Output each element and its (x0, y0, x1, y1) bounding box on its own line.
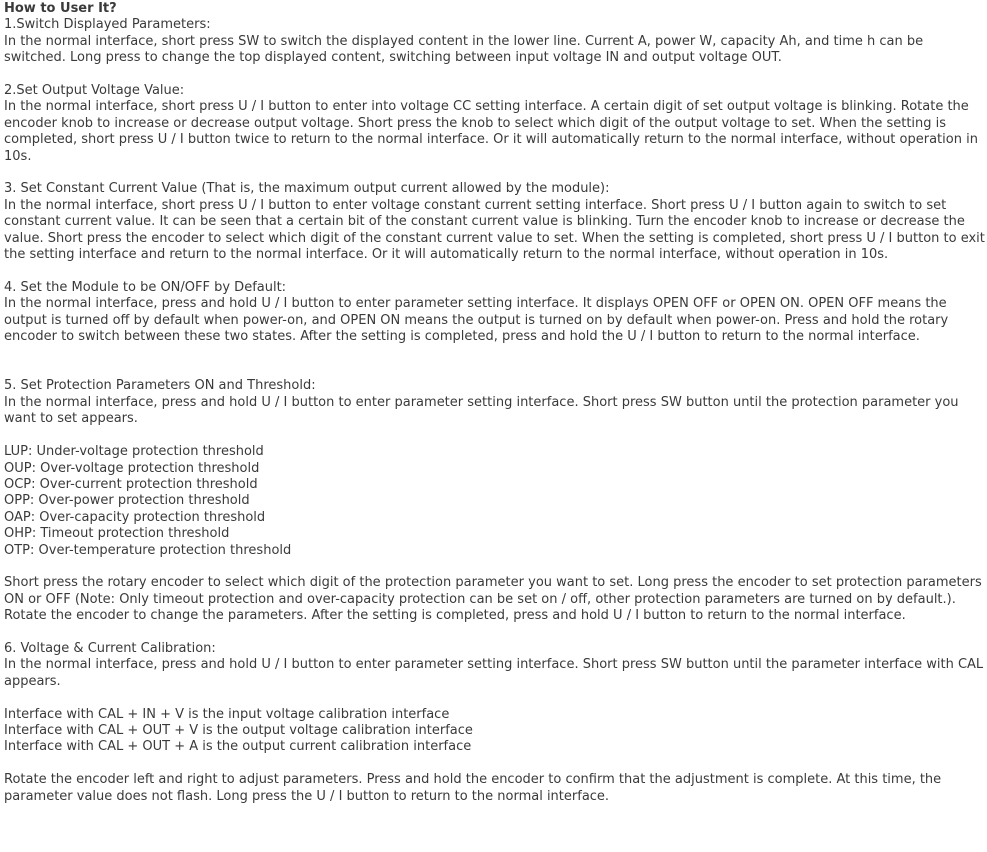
section-6-body2: Rotate the encoder left and right to adjust parameters. Press and hold the encoder to confirm that the adjustment is complete. At this time, the parameter value does not flash. Long press the U / I button to return to the normal interface. (4, 772, 942, 804)
list-item: OTP: Over-temperature protection threshold (4, 542, 292, 558)
list-item: OHP: Timeout protection threshold (4, 526, 230, 542)
list-item: OPP: Over-power protection threshold (4, 493, 250, 509)
calibration-interface-list (4, 707, 985, 756)
document-title: How to User It? (4, 1, 117, 16)
list-item: Interface with CAL + OUT + A is the output current calibration interface (4, 739, 472, 755)
section-5-body2: Short press the rotary encoder to select which digit of the protection parameter you want to set. Long press the encoder to set protection parameters ON or OFF (Note: Only timeout protection and over-capacity protection can be set on / off, other protection parameters are turned on by default.). Rotate the encoder to change the parameters. After the setting is completed, press and hold U / I button to return to the normal interface. (4, 575, 982, 624)
section-2-heading: 2.Set Output Voltage Value: (4, 83, 185, 99)
section-1-heading: 1.Switch Displayed Parameters: (4, 17, 211, 33)
section-4-heading: 4. Set the Module to be ON/OFF by Default: (4, 279, 287, 295)
section-module-on-off-default (4, 280, 985, 346)
section-switch-displayed-parameters (4, 17, 985, 66)
protection-threshold-list (4, 444, 985, 559)
list-item: Interface with CAL + OUT + V is the output voltage calibration interface (4, 722, 473, 738)
list-item: Interface with CAL + IN + V is the input voltage calibration interface (4, 706, 450, 722)
section-5-heading: 5. Set Protection Parameters ON and Threshold: (4, 378, 316, 394)
section-5-body: In the normal interface, press and hold U / I button to enter parameter setting interface. Short press SW button until the protection parameter you want to set appears. (4, 394, 959, 427)
section-protection-parameters (4, 378, 985, 624)
section-2-body: In the normal interface, short press U / I button to enter into voltage CC setting interface. A certain digit of set output voltage is blinking. Rotate the encoder knob to increase or decrease output voltage. Short press the knob to select which digit of the output voltage to set. When the setting is completed, short press U / I button twice to return to the normal interface. Or it will automatically return to the normal interface, without operation in 10s. (4, 99, 978, 164)
section-4-body: In the normal interface, press and hold U / I button to enter parameter setting interface. It displays OPEN OFF or OPEN ON. OPEN OFF means the output is turned off by default when power-on, and OPEN ON means the output is turned on by default when power-on. Press and hold the rotary encoder to switch between these two states. After the setting is completed, press and hold the U / I button to return to the normal interface. (4, 296, 949, 345)
section-set-constant-current (4, 181, 985, 263)
section-6-body: In the normal interface, press and hold U / I button to enter parameter setting interface. Short press SW button until the parameter interface with CAL appears. (4, 657, 984, 689)
section-voltage-current-calibration (4, 641, 985, 805)
section-3-heading: 3. Set Constant Current Value (That is, the maximum output current allowed by the module): (4, 181, 610, 197)
section-1-body: In the normal interface, short press SW to switch the displayed content in the lower line. Current A, power W, capacity Ah, and time h can be switched. Long press to change the top displayed content, switching between input voltage IN and output voltage OUT. (4, 33, 924, 66)
list-item: OAP: Over-capacity protection threshold (4, 509, 266, 525)
section-3-body: In the normal interface, short press U / I button to enter voltage constant current setting interface. Short press U / I button again to switch to set constant current value. It can be seen that a certain bit of the constant current value is blinking. Turn the encoder knob to increase or decrease the value. Short press the encoder to select which digit of the constant current value to set. When the setting is completed, short press U / I button to exit the setting interface and return to the normal interface. Or it will automatically return to the normal interface, without operation in 10s. (4, 197, 985, 263)
section-6-heading: 6. Voltage & Current Calibration: (4, 640, 216, 656)
list-item: OCP: Over-current protection threshold (4, 476, 258, 492)
section-set-output-voltage (4, 83, 985, 165)
list-item: LUP: Under-voltage protection threshold (4, 444, 264, 460)
list-item: OUP: Over-voltage protection threshold (4, 460, 260, 476)
